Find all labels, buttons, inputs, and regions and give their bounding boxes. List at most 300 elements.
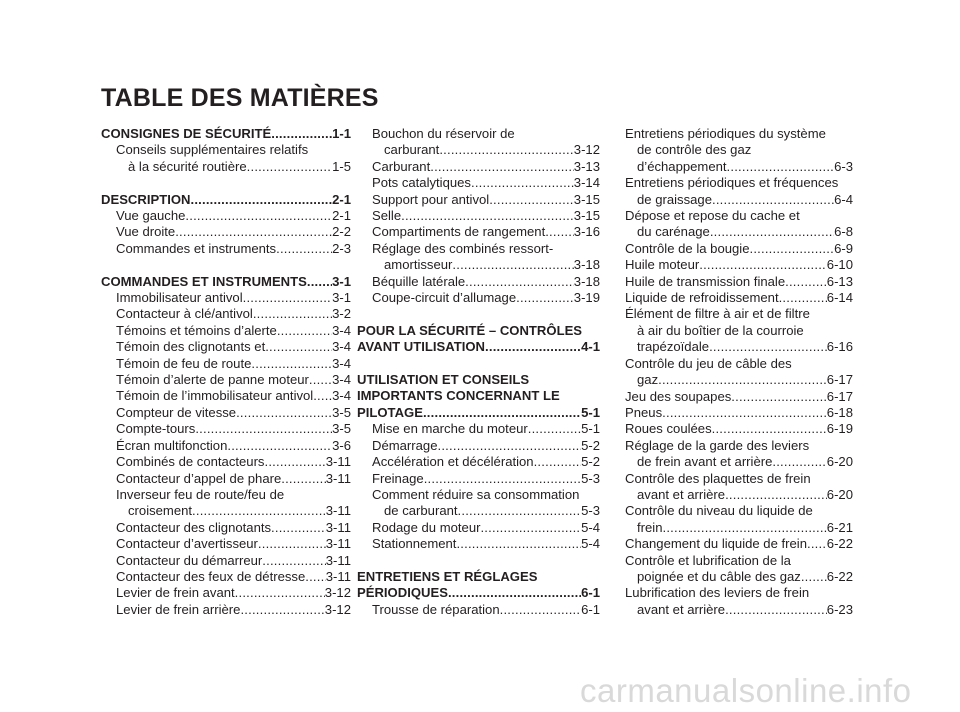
page-number: 3-1 <box>332 273 351 289</box>
toc-entry-text: Contrôle du jeu de câble des <box>625 355 792 371</box>
toc-entry <box>357 159 600 175</box>
toc-entry <box>625 257 853 273</box>
page-number: 3-12 <box>324 601 351 617</box>
toc-entry-text: Coupe-circuit d’allumage <box>372 290 517 306</box>
toc-entry <box>357 274 600 290</box>
leader-dots <box>307 274 332 290</box>
toc-entry <box>357 175 600 191</box>
leader-dots <box>528 421 581 437</box>
toc-entry-text: Bouchon du réservoir de <box>372 126 515 141</box>
toc-leader-line <box>116 503 351 519</box>
leader-dots <box>465 274 574 290</box>
toc-entry-text: à air du boîtier de la courroie <box>637 322 804 338</box>
toc-entry <box>357 438 600 454</box>
toc-entry <box>101 224 351 240</box>
leader-dots <box>190 192 332 208</box>
toc-entry-text: Réglage de la garde des leviers <box>625 437 810 453</box>
leader-dots <box>480 520 581 536</box>
page-number: 3-18 <box>573 257 600 273</box>
toc-entry <box>357 487 600 520</box>
toc-entry <box>101 388 351 404</box>
toc-entry-text: UTILISATION ET CONSEILS <box>357 372 530 388</box>
leader-dots <box>458 503 582 519</box>
page-number: 5-4 <box>581 519 600 535</box>
toc-entry <box>101 454 351 470</box>
toc-entry-text: avant et arrière <box>637 486 726 502</box>
toc-entry-text: d’échappement <box>637 158 727 174</box>
page-number: 6-23 <box>826 601 853 617</box>
toc-leader-line <box>372 192 600 208</box>
page-number: 3-15 <box>573 208 600 224</box>
toc-leader-line <box>625 290 853 306</box>
toc-entry-text: trapézoïdale <box>637 339 710 355</box>
leader-dots <box>185 208 332 224</box>
toc-entry <box>101 323 351 339</box>
page-title: TABLE DES MATIÈRES <box>101 84 379 112</box>
toc-entry-text: Réglage des combinés ressort- <box>372 240 554 256</box>
page-number: 6-1 <box>581 601 600 617</box>
toc-leader-line <box>625 257 853 273</box>
leader-dots <box>281 471 326 487</box>
page-number: 3-4 <box>332 372 351 388</box>
toc-leader-line <box>116 290 351 306</box>
page-number: 3-11 <box>325 519 351 535</box>
toc-entry-text: Entretiens périodiques du système <box>625 126 826 141</box>
page-number: 6-3 <box>834 158 853 174</box>
toc-entry-text: de graissage <box>637 191 712 207</box>
toc-entry <box>101 372 351 388</box>
toc-entry-text: POUR LA SÉCURITÉ – CONTRÔLES <box>357 322 583 338</box>
leader-dots <box>448 585 581 601</box>
toc-entry <box>357 602 600 618</box>
toc-entry <box>357 224 600 240</box>
page-number: 3-4 <box>332 339 351 355</box>
toc-leader-line <box>625 224 853 240</box>
toc-entry <box>101 438 351 454</box>
leader-dots <box>452 257 573 273</box>
toc-leader-line <box>625 241 853 257</box>
toc-leader-line <box>372 175 600 191</box>
toc-entry <box>101 405 351 421</box>
toc-leader-line <box>372 536 600 552</box>
leader-dots <box>489 192 574 208</box>
page-number: 3-19 <box>573 290 600 306</box>
page-number: 3-12 <box>573 142 600 158</box>
toc-entry-text: Élément de filtre à air et de filtre <box>625 306 810 322</box>
toc-entry-text: ENTRETIENS ET RÉGLAGES <box>357 568 538 584</box>
leader-dots <box>516 290 574 306</box>
toc-entry <box>101 520 351 536</box>
toc-leader-line <box>357 585 600 601</box>
toc-entry-text: Rodage du moteur <box>372 519 481 535</box>
page-number: 5-3 <box>581 470 600 486</box>
page-number: 6-10 <box>826 257 853 273</box>
toc-entry <box>625 536 853 552</box>
toc-entry-text: Pneus <box>625 404 663 420</box>
toc-section-heading <box>101 126 351 142</box>
toc-entry <box>101 553 351 569</box>
page-number: 5-3 <box>581 503 600 519</box>
toc-entry-text: Mise en marche du moteur <box>372 421 528 437</box>
leader-dots <box>485 339 581 355</box>
toc-leader-line <box>116 569 351 585</box>
leader-dots <box>235 585 325 601</box>
page-number: 3-4 <box>332 355 351 371</box>
leader-dots <box>253 306 332 322</box>
page-number: 6-1 <box>581 585 600 601</box>
toc-leader-line <box>101 126 351 142</box>
toc-entry <box>357 421 600 437</box>
leader-dots <box>265 339 332 355</box>
toc-entry <box>357 454 600 470</box>
toc-entry <box>625 306 853 355</box>
toc-entry-text: COMMANDES ET INSTRUMENTS <box>101 273 307 289</box>
toc-leader-line <box>372 159 600 175</box>
toc-leader-line <box>116 159 351 175</box>
leader-dots <box>271 126 332 142</box>
toc-section-heading <box>101 274 351 290</box>
toc-entry-text: PILOTAGE <box>357 404 423 420</box>
toc-entry-text: Selle <box>372 208 402 224</box>
toc-column-2 <box>357 126 600 618</box>
toc-leader-line <box>625 405 853 421</box>
toc-entry-text: Commandes et instruments <box>116 240 277 256</box>
leader-dots <box>699 257 827 273</box>
page-number: 3-11 <box>325 552 351 568</box>
toc-leader-line <box>372 471 600 487</box>
page-number: 5-2 <box>581 437 600 453</box>
leader-dots <box>264 454 325 470</box>
toc-entry-text: Compte-tours <box>116 421 196 437</box>
toc-entry-text: Accélération et décélération <box>372 454 534 470</box>
toc-leader-line <box>116 372 351 388</box>
page-number: 3-5 <box>332 404 351 420</box>
toc-leader-line <box>625 159 853 175</box>
toc-leader-line <box>116 602 351 618</box>
toc-leader-line <box>372 274 600 290</box>
leader-dots <box>439 142 573 158</box>
toc-entry <box>625 585 853 618</box>
page-number: 6-22 <box>826 536 853 552</box>
leader-dots <box>251 356 332 372</box>
toc-entry <box>625 553 853 586</box>
toc-entry-text: Liquide de refroidissement <box>625 290 779 306</box>
toc-entry-text: de contrôle des gaz <box>637 142 752 158</box>
toc-leader-line <box>101 192 351 208</box>
page-number: 3-11 <box>325 503 351 519</box>
page-number: 3-5 <box>332 421 351 437</box>
toc-entry-text: Lubrification des leviers de frein <box>625 585 810 601</box>
toc-entry <box>101 241 351 257</box>
page-number: 6-8 <box>834 224 853 240</box>
page-number: 6-20 <box>826 486 853 502</box>
toc-leader-line <box>116 520 351 536</box>
toc-entry <box>625 356 853 389</box>
toc-entry-text: amortisseur <box>384 257 453 273</box>
toc-entry-text: Carburant <box>372 158 431 174</box>
toc-entry-text: Compteur de vitesse <box>116 404 237 420</box>
toc-entry <box>625 290 853 306</box>
toc-leader-line <box>372 224 600 240</box>
toc-entry <box>625 503 853 536</box>
leader-dots <box>662 520 826 536</box>
toc-leader-line <box>372 290 600 306</box>
page-number: 2-2 <box>332 224 351 240</box>
toc-entry <box>101 339 351 355</box>
page-number: 5-1 <box>581 421 600 437</box>
page-number: 6-21 <box>826 519 853 535</box>
leader-dots <box>236 405 332 421</box>
toc-entry <box>101 569 351 585</box>
page-number: 3-6 <box>332 437 351 453</box>
toc-leader-line <box>625 421 853 437</box>
page-number: 3-1 <box>332 290 351 306</box>
leader-dots <box>658 372 827 388</box>
leader-dots <box>240 602 324 618</box>
leader-dots <box>456 536 581 552</box>
page-number: 6-16 <box>826 339 853 355</box>
toc-leader-line <box>116 454 351 470</box>
toc-entry <box>101 208 351 224</box>
toc-entry-text: Écran multifonction <box>116 437 228 453</box>
page-number: 1-1 <box>332 126 351 141</box>
leader-dots <box>785 274 827 290</box>
toc-section-heading <box>101 192 351 208</box>
toc-leader-line <box>625 602 853 618</box>
toc-leader-line <box>625 569 853 585</box>
toc-leader-line <box>625 454 853 470</box>
toc-leader-line <box>625 536 853 552</box>
watermark: carmanualsonline.info <box>580 672 912 709</box>
toc-entry <box>101 421 351 437</box>
toc-entry-text: Levier de frein avant <box>116 585 235 601</box>
toc-entry-text: Contrôle et lubrification de la <box>625 552 791 568</box>
toc-entry-text: Contacteur du démarreur <box>116 552 263 568</box>
toc-entry <box>625 274 853 290</box>
toc-entry-text: de carburant <box>384 503 458 519</box>
toc-entry <box>357 192 600 208</box>
toc-entry <box>625 241 853 257</box>
toc-entry-text: Contrôle de la bougie <box>625 240 750 256</box>
leader-dots <box>725 487 827 503</box>
toc-entry-text: Contrôle du niveau du liquide de <box>625 503 813 519</box>
page-number: 6-22 <box>826 568 853 584</box>
leader-dots <box>262 553 325 569</box>
page-number: 6-19 <box>826 421 853 437</box>
toc-leader-line <box>372 454 600 470</box>
toc-entry-text: Contacteur des clignotants <box>116 519 272 535</box>
toc-entry <box>625 471 853 504</box>
leader-dots <box>258 536 326 552</box>
toc-entry-text: Contacteur d’avertisseur <box>116 536 258 552</box>
toc-entry <box>357 208 600 224</box>
toc-entry-text: Changement du liquide de frein <box>625 536 807 552</box>
toc-entry-text: Huile de transmission finale <box>625 273 786 289</box>
toc-leader-line <box>625 192 853 208</box>
page-number: 6-18 <box>826 404 853 420</box>
toc-leader-line <box>116 553 351 569</box>
leader-dots <box>725 602 827 618</box>
toc-entry-text: Huile moteur <box>625 257 700 273</box>
page-number: 1-5 <box>332 158 351 174</box>
toc-leader-line <box>372 520 600 536</box>
toc-entry <box>101 471 351 487</box>
toc-leader-line <box>116 306 351 322</box>
toc-leader-line <box>116 388 351 404</box>
toc-entry <box>101 602 351 618</box>
toc-entry-text: à la sécurité routière <box>128 158 247 174</box>
toc-entry <box>101 356 351 372</box>
toc-entry <box>357 241 600 274</box>
toc-entry-text: IMPORTANTS CONCERNANT LE <box>357 388 560 404</box>
toc-section-heading <box>357 372 600 421</box>
toc-entry-text: Levier de frein arrière <box>116 601 241 617</box>
toc-entry <box>357 126 600 159</box>
toc-leader-line <box>116 585 351 601</box>
leader-dots <box>545 224 574 240</box>
toc-entry <box>357 290 600 306</box>
toc-entry-text: gaz <box>637 372 659 388</box>
toc-entry-text: Démarrage <box>372 437 438 453</box>
toc-entry-text: Compartiments de rangement <box>372 224 546 240</box>
toc-leader-line <box>372 421 600 437</box>
toc-leader-line <box>372 208 600 224</box>
toc-entry-text: poignée et du câble des gaz <box>637 568 801 584</box>
leader-dots <box>749 241 834 257</box>
page-number: 6-9 <box>834 240 853 256</box>
toc-entry-text: Entretiens périodiques et fréquences <box>625 175 839 191</box>
page-number: 3-15 <box>573 191 600 207</box>
leader-dots <box>779 290 827 306</box>
toc-entry <box>101 290 351 306</box>
toc-entry-text: Béquille latérale <box>372 273 466 289</box>
toc-entry-text: PÉRIODIQUES <box>357 585 448 601</box>
page-number: 3-14 <box>573 175 600 191</box>
toc-leader-line <box>101 274 351 290</box>
toc-entry-text: du carénage <box>637 224 710 240</box>
page-number: 3-11 <box>325 536 351 552</box>
toc-entry <box>101 306 351 322</box>
toc-leader-line <box>372 438 600 454</box>
toc-leader-line <box>116 405 351 421</box>
leader-dots <box>471 175 574 191</box>
leader-dots <box>175 224 332 240</box>
page-number: 5-2 <box>581 454 600 470</box>
toc-entry-text: Combinés de contacteurs <box>116 454 265 470</box>
toc-entry-text: Dépose et repose du cache et <box>625 208 800 224</box>
toc-entry-text: Témoin d’alerte de panne moteur <box>116 372 309 388</box>
toc-leader-line <box>357 405 600 421</box>
toc-entry-text: Vue gauche <box>116 208 186 224</box>
toc-entry-text: CONSIGNES DE SÉCURITÉ <box>101 126 272 141</box>
leader-dots <box>534 454 581 470</box>
page-number: 6-20 <box>826 454 853 470</box>
toc-leader-line <box>116 241 351 257</box>
page-number: 3-11 <box>325 568 351 584</box>
toc-entry <box>625 389 853 405</box>
toc-entry-text: Roues coulées <box>625 421 712 437</box>
toc-entry <box>625 438 853 471</box>
leader-dots <box>305 569 326 585</box>
page-number: 6-4 <box>834 191 853 207</box>
leader-dots <box>424 471 581 487</box>
toc-entry-text: Pots catalytiques <box>372 175 471 191</box>
leader-dots <box>277 323 332 339</box>
toc-entry-text: Témoin de l’immobilisateur antivol <box>116 388 314 404</box>
toc-leader-line <box>625 372 853 388</box>
toc-entry-text: Comment réduire sa consommation <box>372 486 580 502</box>
page-number: 3-4 <box>332 322 351 338</box>
toc-entry-text: frein <box>637 519 663 535</box>
toc-leader-line <box>116 208 351 224</box>
toc-entry <box>101 585 351 601</box>
toc-leader-line <box>625 274 853 290</box>
toc-entry <box>625 208 853 241</box>
leader-dots <box>401 208 574 224</box>
toc-entry-text: croisement <box>128 503 193 519</box>
toc-entry-text: Conseils supplémentaires relatifs <box>116 142 309 158</box>
page-number: 3-2 <box>332 306 351 322</box>
toc-entry <box>625 126 853 175</box>
leader-dots <box>423 405 581 421</box>
toc-column-1 <box>101 126 351 618</box>
toc-leader-line <box>625 389 853 405</box>
toc-entry-text: Témoin des clignotants et <box>116 339 266 355</box>
toc-entry-text: AVANT UTILISATION <box>357 339 486 355</box>
page-number: 6-17 <box>826 388 853 404</box>
toc-leader-line <box>372 257 600 273</box>
toc-leader-line <box>116 536 351 552</box>
page-number: 2-1 <box>332 208 351 224</box>
leader-dots <box>309 372 332 388</box>
leader-dots <box>727 159 835 175</box>
toc-entry-text: Contrôle des plaquettes de frein <box>625 470 811 486</box>
toc-entry-text: de frein avant et arrière <box>637 454 773 470</box>
page-number: 3-4 <box>332 388 351 404</box>
toc-entry-text: Contacteur d’appel de phare <box>116 470 282 486</box>
leader-dots <box>192 503 326 519</box>
leader-dots <box>430 159 574 175</box>
leader-dots <box>709 339 827 355</box>
page-number: 3-16 <box>573 224 600 240</box>
leader-dots <box>712 192 834 208</box>
leader-dots <box>801 569 827 585</box>
toc-leader-line <box>116 339 351 355</box>
toc-leader-line <box>116 224 351 240</box>
page-number: 6-17 <box>826 372 853 388</box>
toc-entry-text: Témoin de feu de route <box>116 355 252 371</box>
toc-entry-text: carburant <box>384 142 440 158</box>
toc-entry-text: Immobilisateur antivol <box>116 290 243 306</box>
toc-entry-text: Vue droite <box>116 224 176 240</box>
leader-dots <box>712 421 827 437</box>
toc-leader-line <box>116 438 351 454</box>
toc-entry <box>625 175 853 208</box>
toc-entry-text: avant et arrière <box>637 601 726 617</box>
leader-dots <box>438 438 582 454</box>
toc-entry-text: Freinage <box>372 470 424 486</box>
page-number: 5-4 <box>581 536 600 552</box>
toc-leader-line <box>372 503 600 519</box>
toc-leader-line <box>116 323 351 339</box>
toc-entry <box>101 536 351 552</box>
leader-dots <box>772 454 826 470</box>
leader-dots <box>662 405 827 421</box>
page-number: 3-12 <box>324 585 351 601</box>
leader-dots <box>243 290 332 306</box>
toc-entry-text: DESCRIPTION <box>101 191 191 207</box>
toc-leader-line <box>116 471 351 487</box>
